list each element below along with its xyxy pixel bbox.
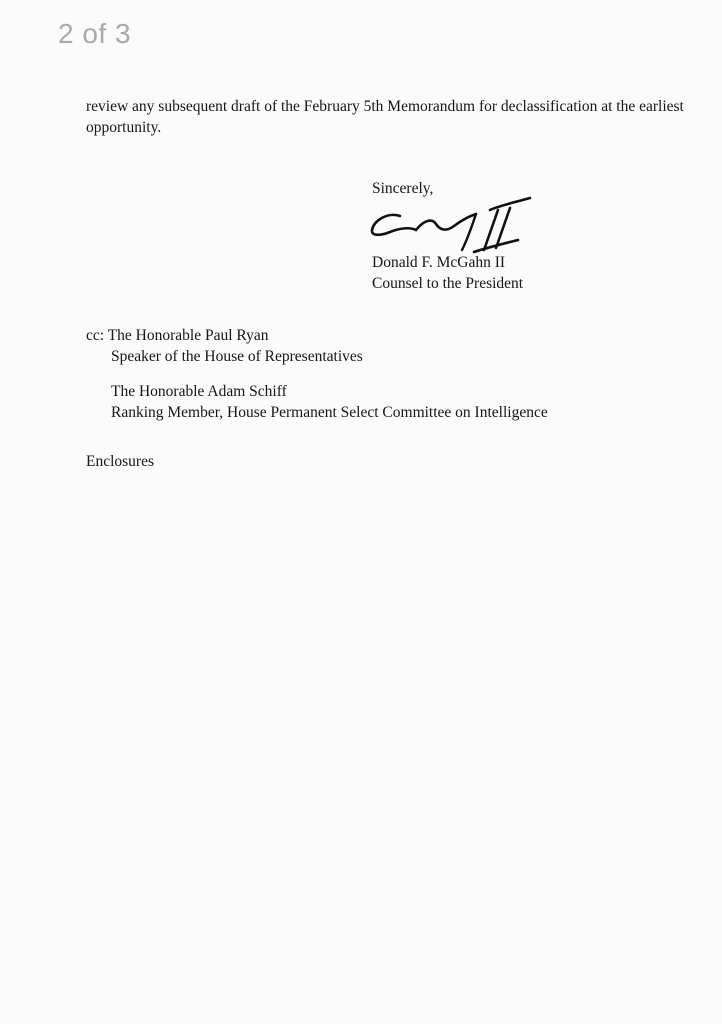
signer-name: Donald F. McGahn II: [372, 254, 506, 271]
cc-block: [86, 325, 548, 423]
enclosures-label: Enclosures: [86, 453, 155, 470]
signer-title: Counsel to the President: [372, 275, 524, 292]
cc-prefix: cc:: [86, 327, 105, 344]
handwritten-signature: [366, 194, 538, 256]
signer-block: [372, 252, 523, 294]
cc-recipient-name: The Honorable Adam Schiff: [111, 383, 287, 400]
cc-recipient-title: Speaker of the House of Representatives: [111, 348, 363, 365]
body-paragraph: review any subsequent draft of the February 5th Memorandum for declassification at the earliest opportunity.: [86, 98, 684, 136]
cc-recipient-1-name-line: [86, 325, 548, 346]
cc-recipient-name: The Honorable Paul Ryan: [107, 327, 269, 344]
cc-recipient-title: Ranking Member, House Permanent Select Committee on Intelligence: [111, 404, 548, 421]
cc-spacer: [86, 367, 548, 381]
page-counter: 2 of 3: [58, 18, 132, 49]
closing-salutation: Sincerely,: [372, 180, 434, 197]
